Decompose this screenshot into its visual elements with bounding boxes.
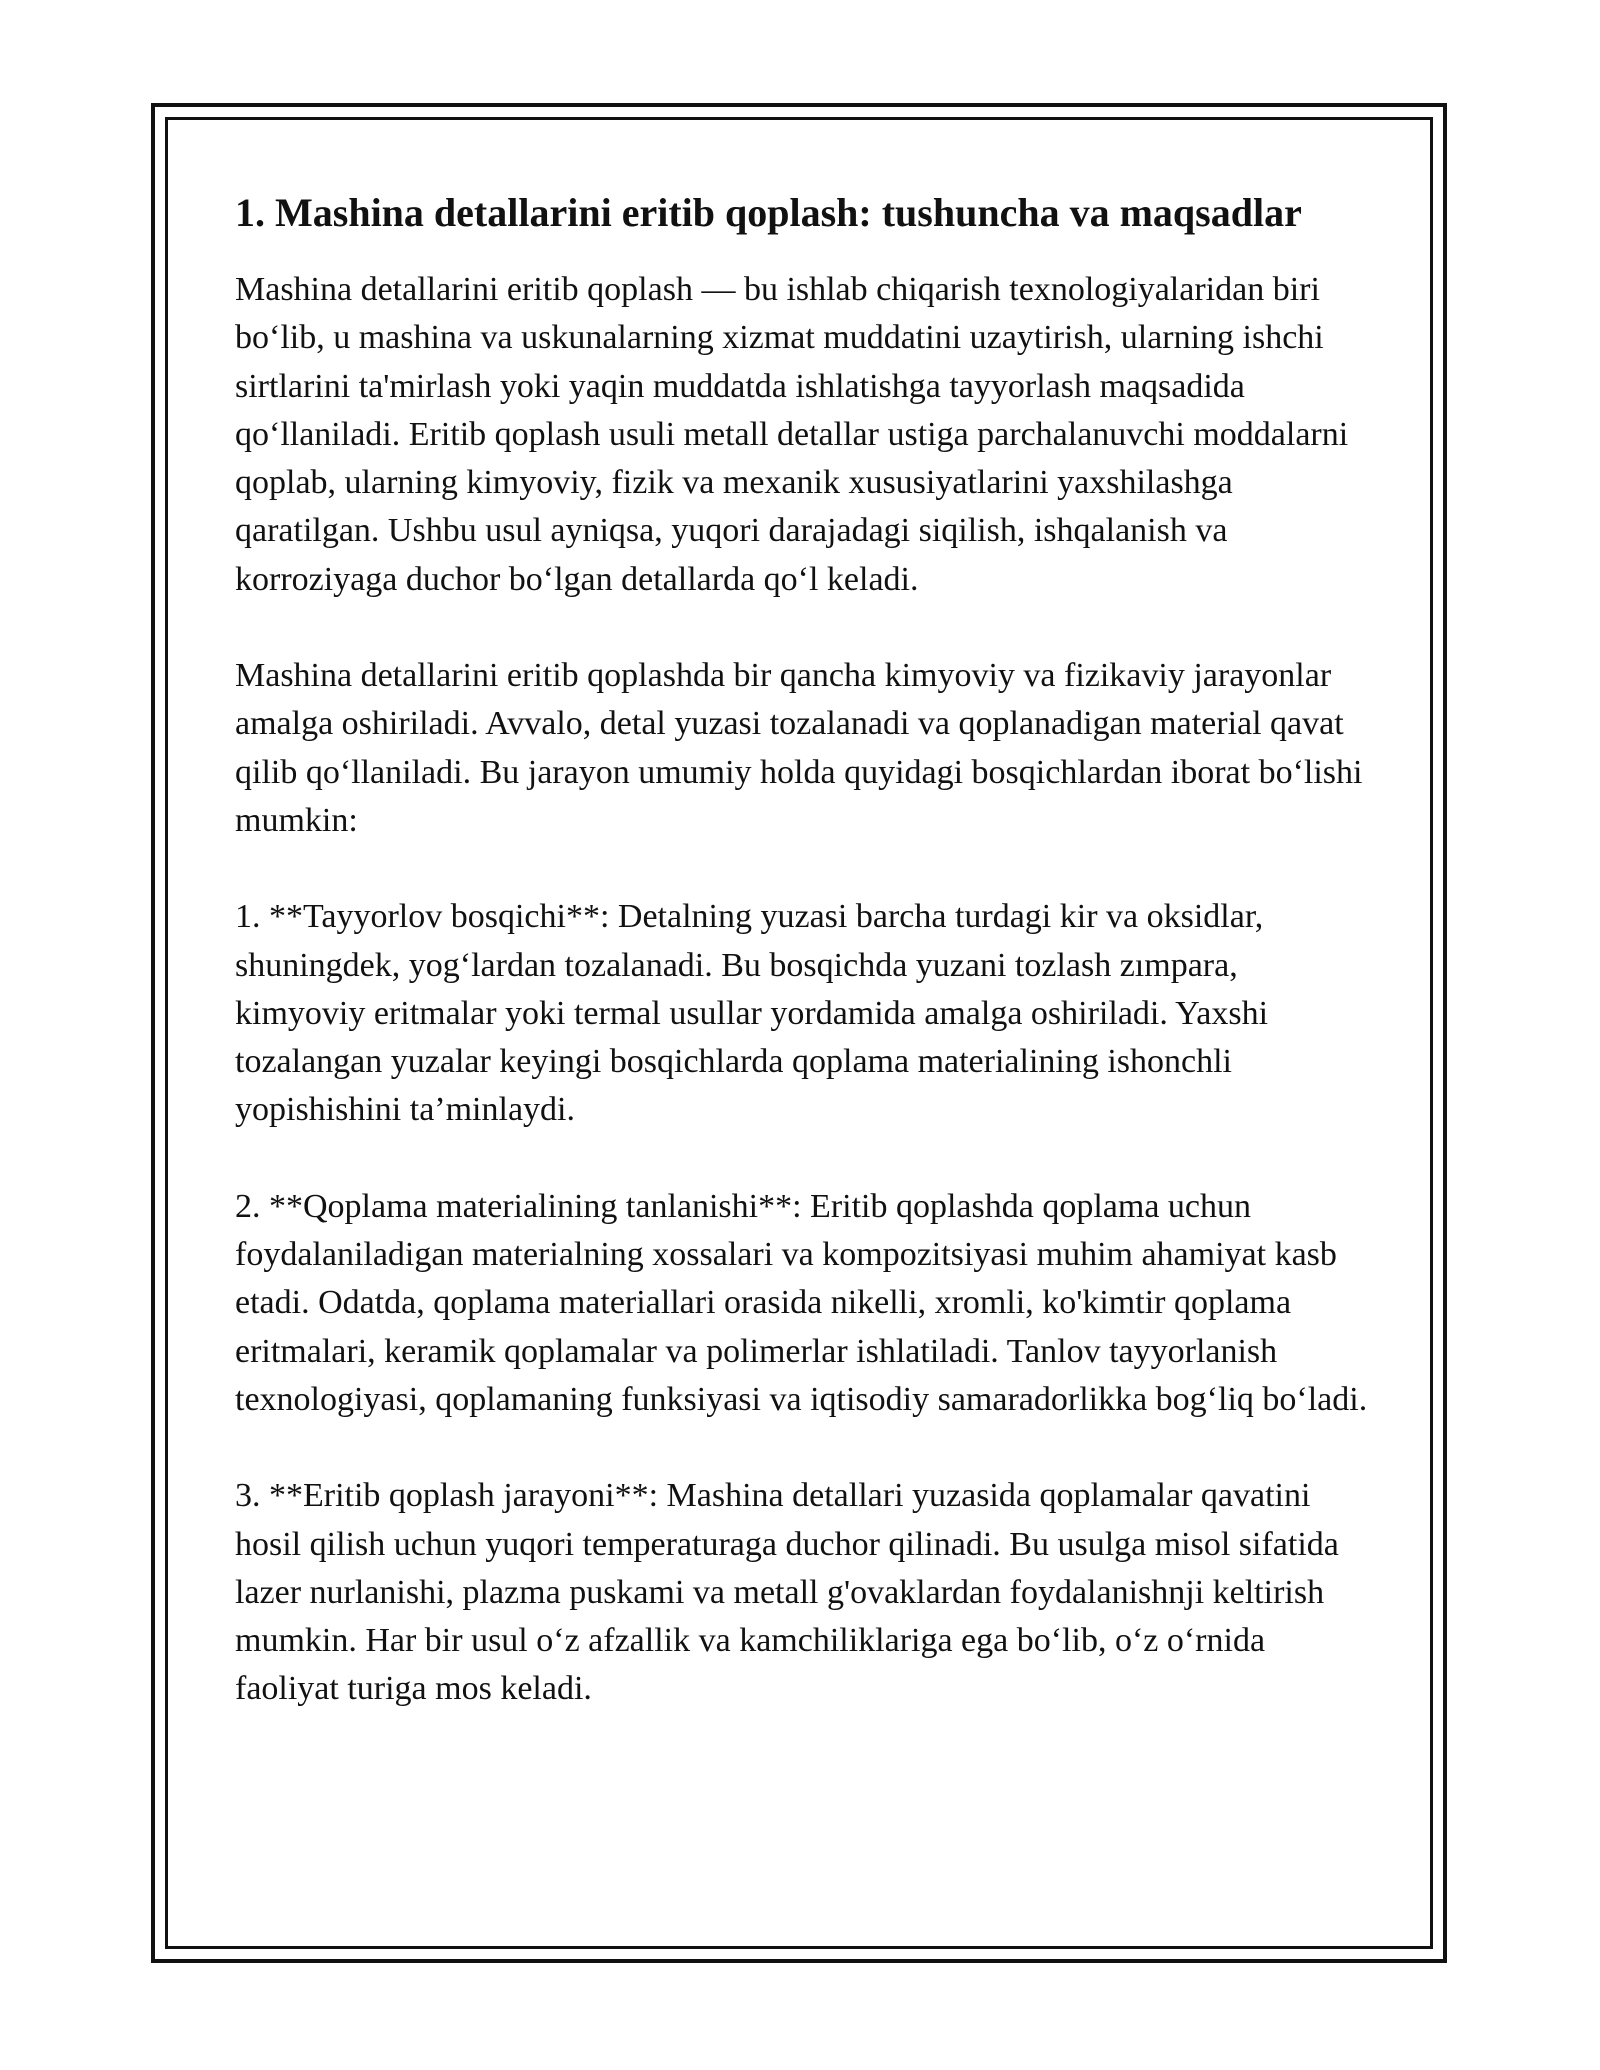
document-body [235,188,1375,1762]
paragraph-step-3: 3. **Eritib qoplash jarayoni**: Mashina detallari yuzasida qoplamalar qavatini hosil qilish uchun yuqori temperaturaga duchor qilinadi. Bu usulga misol sifatida lazer nurlanishi, plazma puskami va metall g'ovaklardan foydalanishnji keltirish mumkin. Har bir usul o‘z afzallik va kamchiliklariga ega bo‘lib, o‘z o‘rnida faoliyat turiga mos keladi. [235,1477,1339,1708]
section-heading: 1. Mashina detallarini eritib qoplash: tushuncha va maqsadlar [235,190,1302,235]
paragraph-step-1: 1. **Tayyorlov bosqichi**: Detalning yuzasi barcha turdagi kir va oksidlar, shuningdek, yog‘lardan tozalanadi. Bu bosqichda yuzani tozlash zımpara, kimyoviy eritmalar yoki termal usullar yordamida amalga oshiriladi. Yaxshi tozalangan yuzalar keyingi bosqichlarda qoplama materialining ishonchli yopishishini ta’minlaydi. [235,898,1269,1129]
paragraph-step-2: 2. **Qoplama materialining tanlanishi**: Eritib qoplashda qoplama uchun foydalaniladigan materialning xossalari va kompozitsiyasi muhim ahamiyat kasb etadi. Odatda, qoplama materiallari orasida nikelli, xromli, ko'kimtir qoplama eritmalari, keramik qoplamalar va polimerlar ishlatiladi. Tanlov tayyorlanish texnologiyasi, qoplamaning funksiyasi va iqtisodiy samaradorlikka bog‘liq bo‘ladi. [235,1187,1368,1418]
paragraph-intro: Mashina detallarini eritib qoplash — bu ishlab chiqarish texnologiyalaridan biri bo‘lib, u mashina va uskunalarning xizmat muddatini uzaytirish, ularning ishchi sirtlarini ta'mirlash yoki yaqin muddatda ishlatishga tayyorlash maqsadida qo‘llaniladi. Eritib qoplash usuli metall detallar ustiga parchalanuvchi moddalarni qoplab, ularning kimyoviy, fizik va mexanik xususiyatlarini yaxshilashga qaratilgan. Ushbu usul ayniqsa, yuqori darajadagi siqilish, ishqalanish va korroziyaga duchor bo‘lgan detallarda qo‘l keladi. [235,271,1349,598]
paragraph-process: Mashina detallarini eritib qoplashda bir qancha kimyoviy va fizikaviy jarayonlar amalga oshiriladi. Avvalo, detal yuzasi tozalanadi va qoplanadigan material qavat qilib qo‘llaniladi. Bu jarayon umumiy holda quyidagi bosqichlardan iborat bo‘lishi mumkin: [235,657,1363,839]
